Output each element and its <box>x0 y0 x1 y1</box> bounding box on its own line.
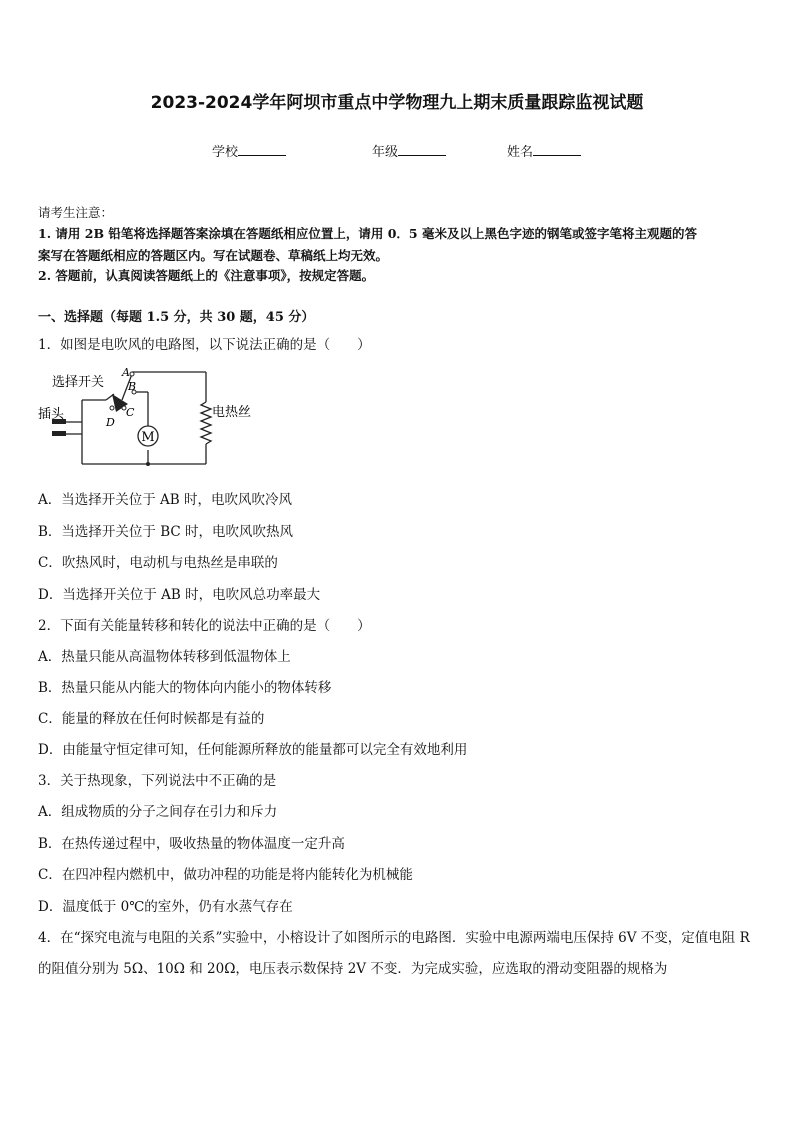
question-2-option-c: C．能量的释放在任何时候都是有益的 <box>38 711 265 727</box>
school-blank <box>238 143 286 156</box>
label-c: C <box>126 406 135 419</box>
note-1b: 案写在答题纸相应的答题区内。写在试题卷、草稿纸上均无效。 <box>38 248 389 263</box>
note-2: 2. 答题前，认真阅读答题纸上的《注意事项》，按规定答题。 <box>38 268 375 283</box>
question-1-option-d: D．当选择开关位于 AB 时，电吹风总功率最大 <box>38 587 321 603</box>
motor-label: M <box>141 430 155 445</box>
terminal-d <box>110 406 114 410</box>
page-title: 2023-2024学年阿坝市重点中学物理九上期末质量跟踪监视试题 <box>150 93 644 113</box>
name-blank <box>533 143 581 156</box>
question-4-stem-line-1: 4．在“探究电流与电阻的关系”实验中，小榕设计了如图所示的电路图．实验中电源两端电压保持 6V 不变，定值电阻 R <box>38 930 750 946</box>
question-2-stem: 2．下面有关能量转移和转化的说法中正确的是（ ） <box>38 618 371 634</box>
question-1-option-a: A．当选择开关位于 AB 时，电吹风吹冷风 <box>38 492 293 508</box>
question-4-stem-line-2: 的阻值分别为 5Ω、10Ω 和 20Ω，电压表示数保持 2V 不变．为完成实验，应选取的滑动变阻器的规格为 <box>38 961 668 977</box>
name-label: 姓名 <box>507 145 534 160</box>
grade-field <box>372 141 446 160</box>
label-b: B <box>128 380 137 393</box>
question-2-option-d: D．由能量守恒定律可知，任何能源所释放的能量都可以完全有效地利用 <box>38 742 468 758</box>
notes-heading: 请考生注意： <box>38 205 114 220</box>
label-a: A <box>122 366 130 379</box>
label-d: D <box>106 416 115 429</box>
grade-blank <box>398 143 446 156</box>
question-1-stem: 1．如图是电吹风的电路图，以下说法正确的是（ ） <box>38 337 371 353</box>
question-3-option-c: C．在四冲程内燃机中，做功冲程的功能是将内能转化为机械能 <box>38 867 413 883</box>
question-1-option-c: C．吹热风时，电动机与电热丝是串联的 <box>38 555 278 571</box>
question-3-option-b: B．在热传递过程中，吸收热量的物体温度一定升高 <box>38 836 345 852</box>
school-label: 学校 <box>212 145 239 160</box>
grade-label: 年级 <box>372 145 399 160</box>
school-field <box>212 141 286 160</box>
hair-dryer-circuit-diagram <box>36 364 252 474</box>
question-2-option-a: A．热量只能从高温物体转移到低温物体上 <box>38 649 291 665</box>
heater-resistor <box>201 402 211 444</box>
name-field <box>507 141 581 160</box>
plug-prong-bottom <box>52 431 66 436</box>
switch-label: 选择开关 <box>52 375 105 390</box>
question-1-option-b: B．当选择开关位于 BC 时，电吹风吹热风 <box>38 524 294 540</box>
question-3-option-d: D．温度低于 0℃的室外，仍有水蒸气存在 <box>38 899 293 915</box>
question-3-option-a: A．组成物质的分子之间存在引力和斥力 <box>38 804 278 820</box>
question-2-option-b: B．热量只能从内能大的物体向内能小的物体转移 <box>38 680 332 696</box>
plug-label: 插头 <box>38 407 65 422</box>
section-heading: 一、选择题（每题 1.5 分，共 30 题，45 分） <box>38 310 315 325</box>
note-1a: 1. 请用 2B 铅笔将选择题答案涂填在答题纸相应位置上，请用 0．5 毫米及以上黑色字迹的钢笔或签字笔将主观题的答 <box>38 226 697 241</box>
question-3-stem: 3．关于热现象，下列说法中不正确的是 <box>38 773 277 789</box>
heater-label: 电热丝 <box>212 405 252 420</box>
terminal-a <box>130 372 134 376</box>
